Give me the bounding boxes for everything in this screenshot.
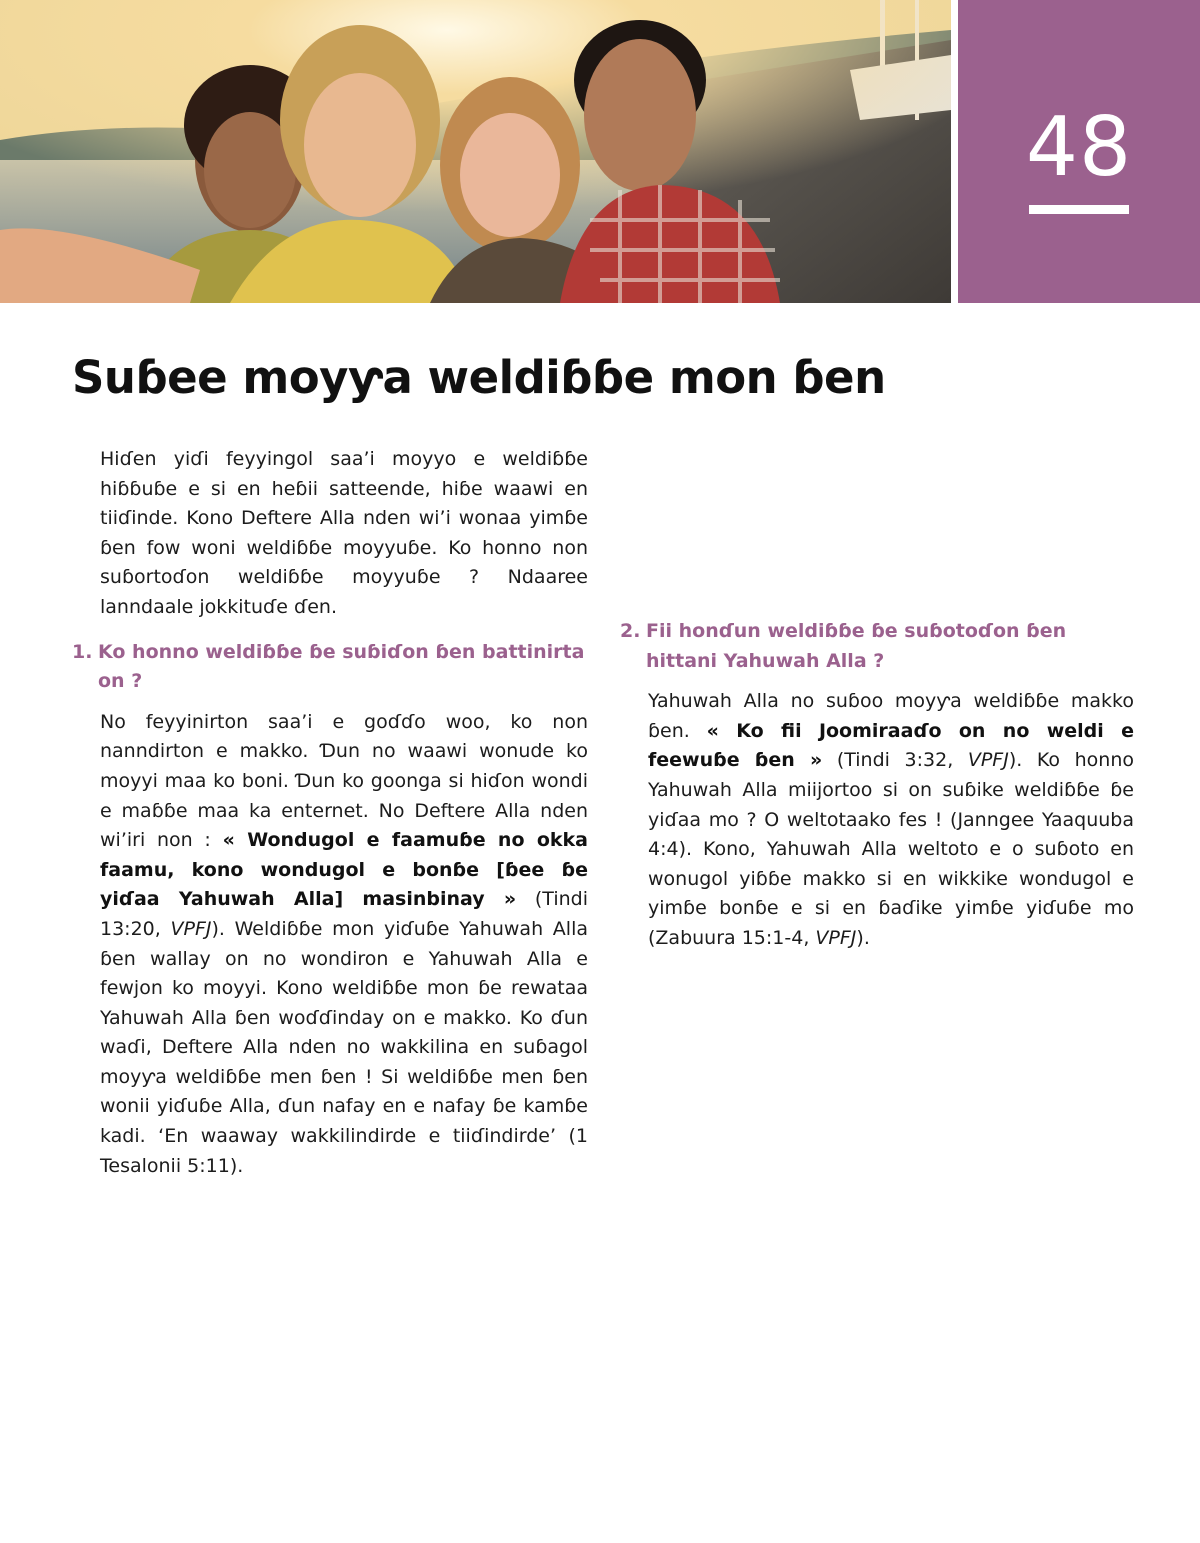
section-1-body-a: No feyyinirton saa’i e goɗɗo woo, ko non nanndirton e makko. Ɗun no waawi wonude ko moyyi maa ko boni. Ɗun ko goonga si hiɗon wondi e maɓɓe maa ka enternet. No Deftere Alla nden wi’iri non :	[100, 710, 588, 852]
question-1	[72, 638, 588, 697]
section-2-body-a: Yahuwah Alla no suɓoo moyƴa weldiɓɓe makko ɓen.	[648, 690, 1134, 742]
question-2-text: Fii honɗun weldiɓɓe ɓe suɓotoɗon ɓen hittani Yahuwah Alla ?	[646, 620, 1067, 672]
section-1-body-b: ). Weldiɓɓe mon yiɗuɓe Yahuwah Alla ɓen wallay on no wondiron e Yahuwah Alla e fewjon ko moyyi. Kono weldiɓɓe mon ɓe rewataa Yahuwah Alla ɓen woɗɗinday on e makko. Ko ɗun waɗi, Deftere Alla nden no wakkilina en suɓagol moyƴa weldiɓɓe men ɓen ! Si weldiɓɓe men ɓen wonii yiɗuɓe Alla, ɗun nafay en e nafay ɓe kamɓe kadi. ‘En waaway wakkilindirde e tiiɗindirde’ (1 Tesalonii 5:11).	[100, 917, 588, 1177]
lesson-number: 48	[1025, 100, 1133, 195]
question-1-number: 1.	[72, 640, 93, 663]
hero-photo	[0, 0, 951, 303]
lesson-number-box	[958, 0, 1200, 303]
question-2	[620, 617, 1134, 676]
section-1-quote: « Wondugol e faamuɓe no okka faamu, kono wondugol e bonɓe [ɓee ɓe yiɗaa Yahuwah Alla] masinbinay »	[100, 829, 588, 911]
question-1-text: Ko honno weldiɓɓe ɓe suɓiɗon ɓen battinirta on ?	[98, 640, 585, 693]
page-title: Suɓee moyƴa weldiɓɓe mon ɓen	[72, 351, 886, 404]
intro-paragraph: Hiɗen yiɗi feyyingol saa’i moyyo e weldiɓɓe hiɓɓuɓe e si en heɓii satteende, hiɓe waawi en tiiɗinde. Kono Deftere Alla nden wi’i wonaa yimɓe ɓen fow woni weldiɓɓe moyyuɓe. Ko honno non suɓortoɗon weldiɓɓe moyyuɓe ? Ndaaree lanndaale jokkituɗe ɗen.	[100, 448, 588, 618]
section-2-body-b: ). Ko honno Yahuwah Alla miijortoo si on suɓike weldiɓɓe ɓe yiɗaa mo ? O weltotaako fes ! (Janngee Yaaquuba 4:4). Kono, Yahuwah Alla weltoto e o suɓoto en wonugol yiɓɓe makko si en wikkike wondugol e yimɓe bonɓe e si en ɓaɗike yimɓe yiɗuɓe mo (Zabuura 15:1-4,	[648, 749, 1135, 949]
section-2-ref-a: (Tindi 3:32,	[822, 749, 968, 772]
section-2-body-c: ).	[856, 926, 870, 949]
left-column	[72, 445, 588, 1181]
section-2-quote: « Ko fii Joomiraaɗo on no weldi e feewuɓe ɓen »	[648, 719, 1135, 772]
section-2-paragraph	[648, 687, 1134, 953]
section-2-version: VPFJ	[967, 749, 1009, 772]
section-1-version: VPFJ	[170, 917, 212, 940]
section-2-ref-b: VPFJ	[815, 926, 857, 949]
right-column	[620, 445, 1134, 954]
section-1-paragraph	[100, 708, 588, 1182]
lesson-number-underline	[1029, 205, 1129, 214]
question-2-number: 2.	[620, 620, 641, 642]
group-selfie-photo-icon	[0, 0, 951, 303]
section-1-ref-a: (Tindi 13:20,	[100, 888, 588, 940]
